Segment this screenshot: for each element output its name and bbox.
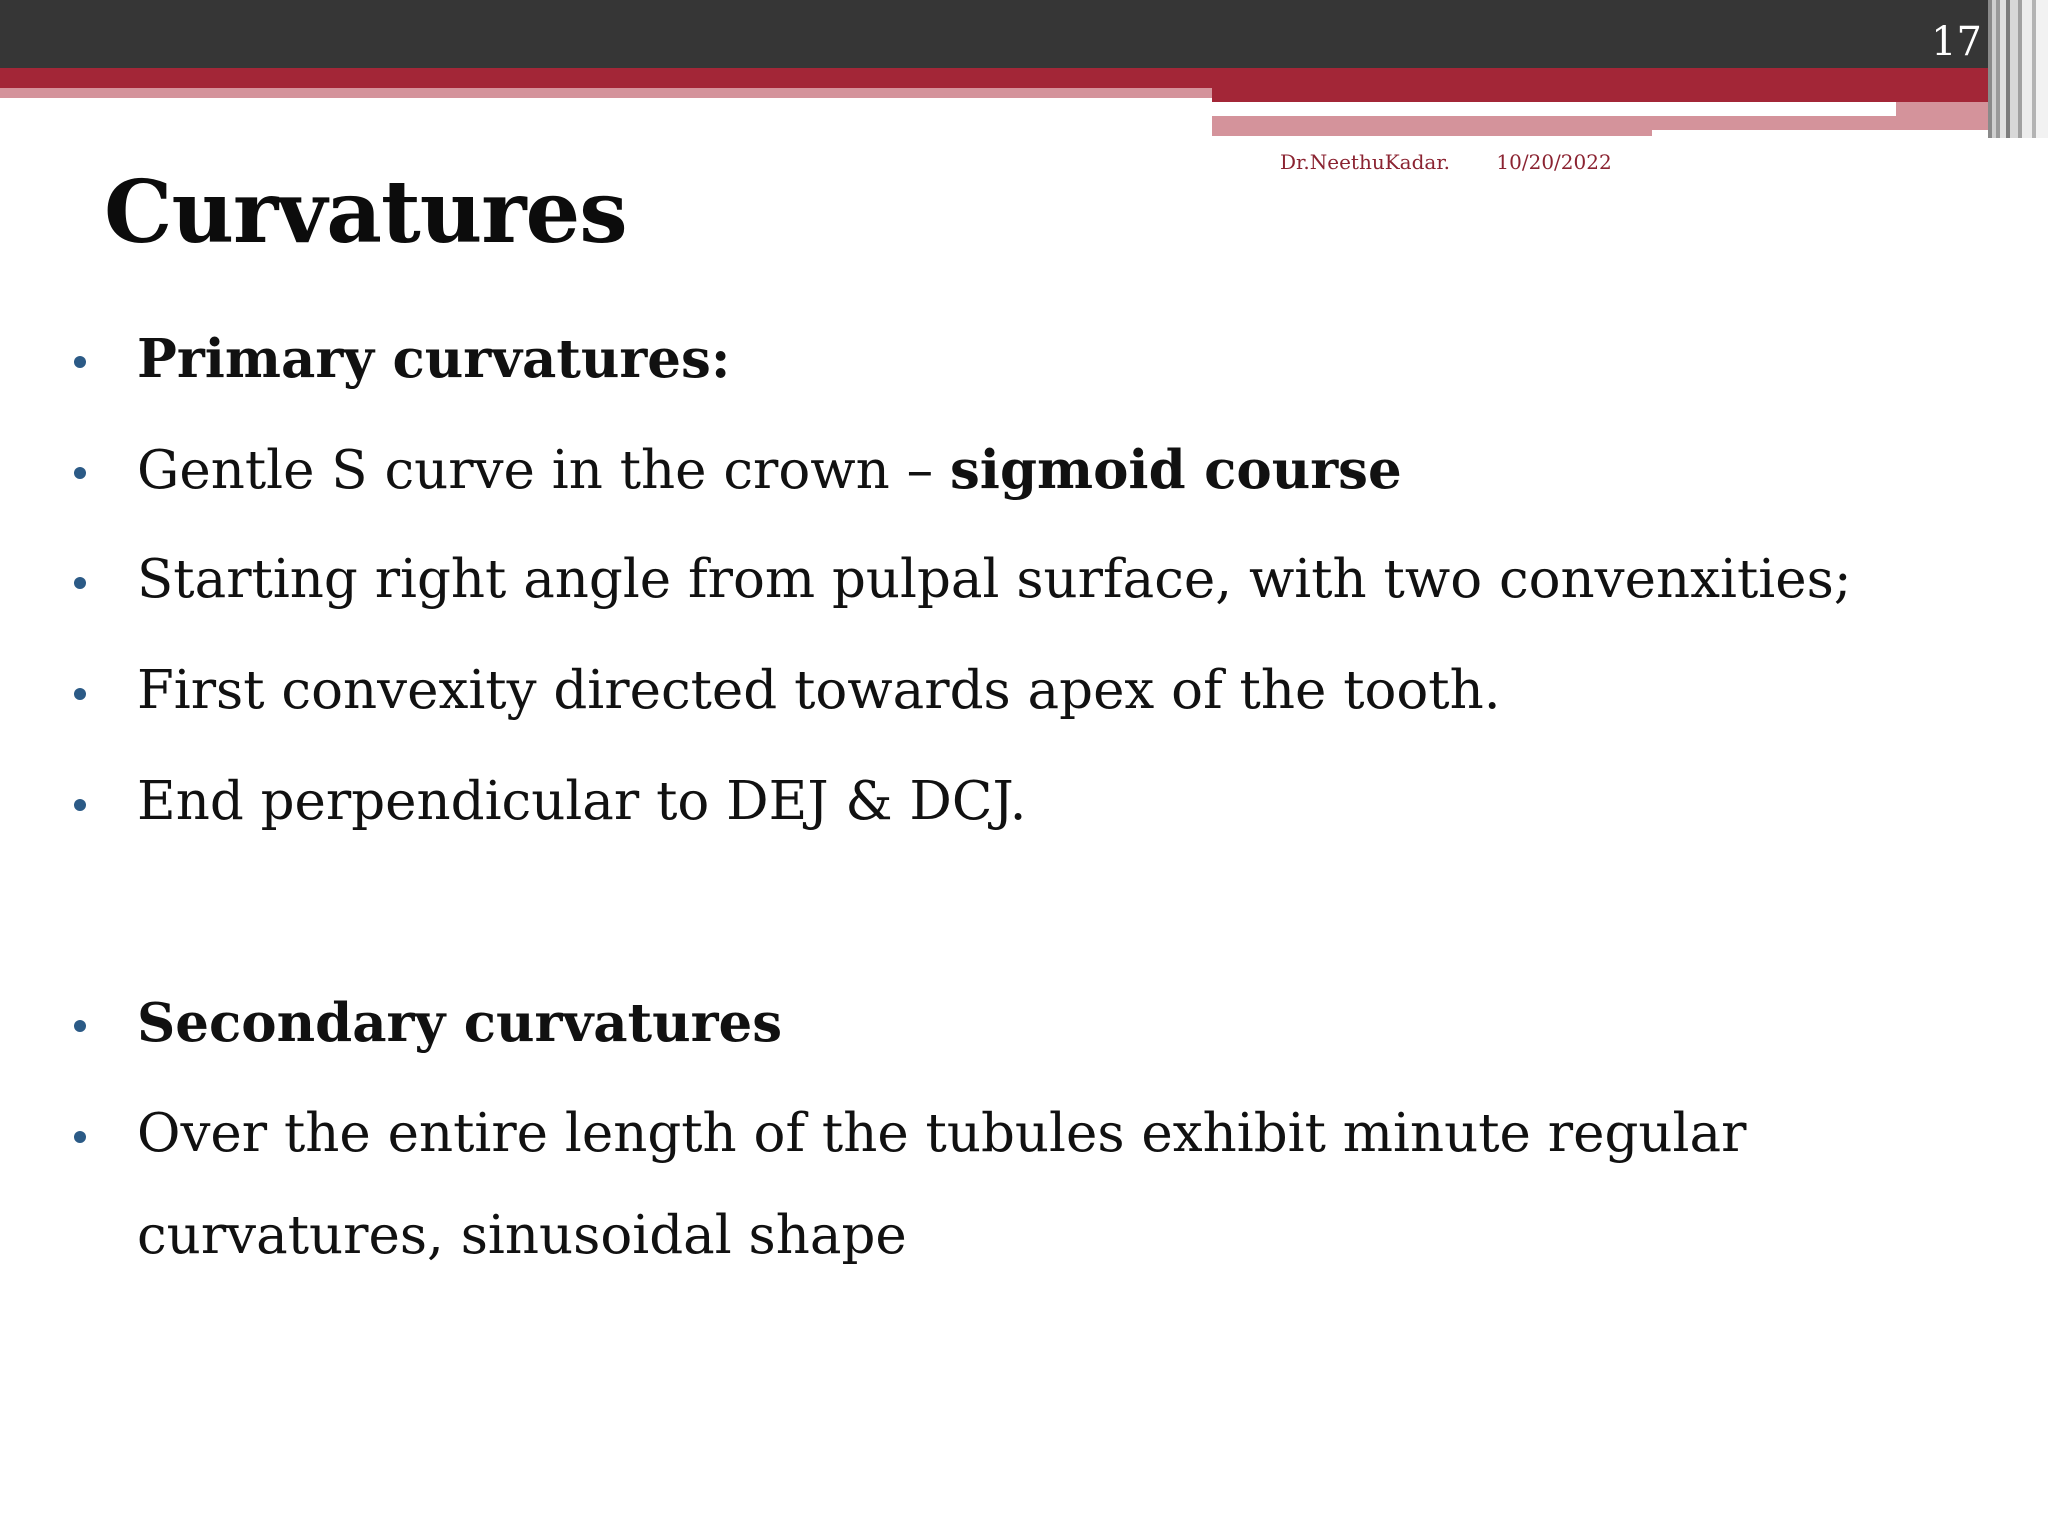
bullet-dot-icon <box>74 799 86 811</box>
bullet-continuation: curvatures, sinusoidal shape <box>137 1205 907 1267</box>
header-pink-stripe-left <box>0 88 1212 98</box>
header-red-stripe-left <box>0 68 1212 88</box>
header-pink-under-2 <box>1652 116 1896 130</box>
header-pink-under <box>1212 116 1652 136</box>
slide-number: 17 <box>1931 19 1982 65</box>
bullet-item <box>74 433 1402 508</box>
bullet-text: Secondary curvatures <box>137 992 783 1054</box>
header-grey-stripes <box>1988 0 2048 138</box>
header-dark-bar <box>0 0 1988 68</box>
bullet-item <box>74 765 1026 839</box>
footer-info <box>1280 150 1612 174</box>
bullet-text: Over the entire length of the tubules exhibit minute regular <box>137 1103 1747 1164</box>
bullet-dot-icon <box>74 1020 86 1032</box>
bullet-text: First convexity directed towards apex of the tooth. <box>137 660 1501 721</box>
bullet-text: Gentle S curve in the crown – <box>137 440 950 501</box>
author-label: Dr.NeethuKadar. <box>1280 150 1451 174</box>
date-label: 10/20/2022 <box>1496 150 1612 174</box>
bullet-item <box>74 1097 1746 1273</box>
bullet-item <box>74 543 1852 617</box>
bullet-dot-icon <box>74 688 86 700</box>
bullet-item <box>74 654 1501 728</box>
bullet-dot-icon <box>74 1131 86 1143</box>
bullet-text-bold: sigmoid course <box>949 439 1402 501</box>
bullet-dot-icon <box>74 577 86 589</box>
bullet-text: Starting right angle from pulpal surface, with two convenxities; <box>137 549 1852 610</box>
header-white-line <box>1212 102 1896 110</box>
bullet-text: Primary curvatures: <box>137 328 731 390</box>
header-pink-band <box>1896 102 1988 130</box>
bullet-dot-icon <box>74 356 86 368</box>
bullet-text: End perpendicular to DEJ & DCJ. <box>137 771 1027 832</box>
bullet-dot-icon <box>74 467 86 479</box>
header-red-stripe-right <box>1212 68 1988 102</box>
bullet-text-wrap <box>137 433 1402 508</box>
bullet-item <box>74 986 782 1060</box>
bullet-item <box>74 322 730 396</box>
slide-title: Curvatures <box>104 162 627 263</box>
